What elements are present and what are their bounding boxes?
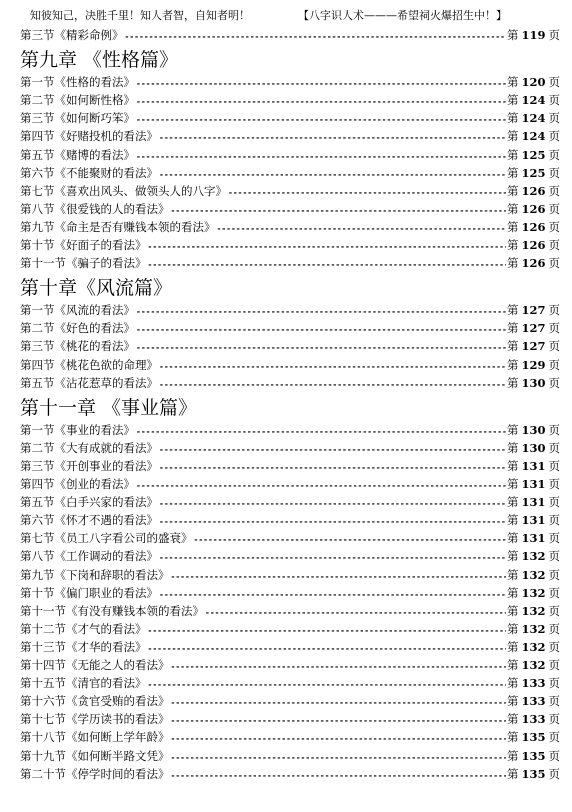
toc-page-ref	[507, 357, 560, 373]
page-number: 132	[521, 639, 546, 654]
toc-leader	[125, 27, 506, 43]
page-word: 第	[506, 567, 519, 582]
page-number: 125	[521, 165, 546, 180]
toc-entry[interactable]	[20, 357, 560, 373]
toc-entry-title: 第三节《开创事业的看法》	[20, 458, 158, 473]
toc-page-ref	[507, 338, 560, 354]
page-word: 第	[506, 639, 519, 654]
toc-entry[interactable]	[20, 201, 560, 217]
toc-leader	[148, 621, 506, 637]
page-word: 第	[506, 321, 519, 336]
page-suffix: 页	[548, 567, 560, 582]
page-word: 第	[506, 93, 519, 108]
toc-entry[interactable]	[20, 255, 560, 271]
page-number: 127	[521, 303, 546, 318]
page-word: 第	[506, 730, 519, 745]
toc-entry[interactable]	[20, 766, 560, 782]
toc-page-ref	[507, 621, 560, 637]
toc-leader	[159, 357, 506, 373]
toc-entry-title: 第十一节《有没有赚钱本领的看法》	[20, 603, 204, 618]
toc-entry[interactable]	[20, 639, 560, 655]
toc-entry-title: 第四节《好赌投机的看法》	[20, 129, 158, 144]
page-suffix: 页	[548, 549, 560, 564]
toc-page-ref	[507, 237, 560, 253]
page-number: 131	[521, 531, 546, 546]
toc-leader	[136, 338, 506, 354]
page-suffix: 页	[548, 238, 560, 252]
toc-entry-title: 第七节《喜欢出风头、做领头人的八字》	[20, 183, 227, 198]
page-word: 第	[506, 440, 519, 455]
page-word: 第	[506, 748, 519, 763]
toc-page-ref	[507, 748, 560, 764]
toc-entry-title: 第十六节《贪官受贿的看法》	[20, 694, 170, 709]
toc-entry[interactable]	[20, 92, 560, 108]
header-motto: 知彼知己，决胜千里！知人者智，自知者明！	[30, 9, 250, 22]
page-suffix: 页	[548, 422, 560, 437]
page-word: 第	[506, 531, 519, 546]
toc-entry[interactable]	[20, 128, 560, 144]
chapter-heading: 第十一章 《事业篇》	[20, 396, 198, 419]
page-number: 131	[521, 495, 546, 510]
toc-entry[interactable]	[20, 27, 560, 43]
toc-leader	[228, 183, 506, 199]
toc-leader	[171, 766, 506, 782]
toc-entry[interactable]	[20, 585, 560, 601]
toc-page-ref	[507, 729, 560, 745]
toc-page-ref	[507, 320, 560, 336]
toc-entry[interactable]	[20, 440, 560, 456]
page-word: 第	[506, 658, 519, 672]
toc-leader	[148, 639, 506, 655]
page-word: 第	[506, 28, 519, 42]
toc-entry-title: 第二节《好色的看法》	[20, 321, 135, 336]
page-suffix: 页	[548, 676, 560, 691]
toc-leader	[159, 585, 506, 601]
page-number: 130	[521, 440, 546, 455]
chapter-heading: 第十章《风流篇》	[20, 277, 173, 300]
page-word: 第	[506, 256, 519, 271]
toc-page-ref	[507, 711, 560, 727]
toc-entry[interactable]	[20, 375, 560, 391]
toc-leader	[159, 440, 506, 456]
page-word: 第	[506, 477, 519, 491]
toc-entry-title: 第十一节《骗子的看法》	[20, 256, 147, 271]
toc-entry[interactable]	[20, 147, 560, 163]
page-suffix: 页	[548, 603, 560, 618]
toc-leader	[171, 711, 506, 727]
toc-leader	[205, 603, 506, 619]
toc-entry[interactable]	[20, 530, 560, 546]
toc-page-ref	[507, 512, 560, 528]
page-word: 第	[506, 585, 519, 600]
page-number: 133	[521, 676, 546, 691]
toc-page-ref	[507, 585, 560, 601]
toc-entry-title: 第一节《风流的看法》	[20, 303, 135, 318]
toc-entry-title: 第六节《不能聚财的看法》	[20, 165, 158, 180]
page-word: 第	[506, 339, 519, 354]
toc-leader	[136, 92, 506, 108]
toc-page-ref	[507, 639, 560, 655]
page-word: 第	[506, 201, 519, 216]
toc-leader	[171, 201, 506, 217]
toc-entry[interactable]	[20, 183, 560, 199]
toc-entry[interactable]	[20, 567, 560, 583]
page-suffix: 页	[548, 201, 560, 216]
page-number: 124	[521, 111, 546, 126]
page-number: 126	[521, 238, 546, 252]
toc-page-ref	[507, 458, 560, 474]
toc-entry[interactable]	[20, 74, 560, 90]
page-word: 第	[506, 183, 519, 198]
toc-leader	[171, 567, 506, 583]
page-word: 第	[506, 303, 519, 318]
toc-page-ref	[507, 255, 560, 271]
toc-entry-title: 第十九节《如何断半路文凭》	[20, 748, 170, 763]
toc-leader	[136, 110, 506, 126]
toc-entry-title: 第十四节《无能之人的看法》	[20, 658, 170, 672]
toc-leader	[159, 458, 506, 474]
toc-entry-title: 第十节《好面子的看法》	[20, 238, 147, 252]
page-number: 133	[521, 712, 546, 727]
toc-entry[interactable]	[20, 476, 560, 492]
page-number: 132	[521, 658, 546, 672]
page-number: 127	[521, 321, 546, 336]
header-banner: 【八字识人术———希望祠火爆招生中！】	[298, 9, 507, 22]
page-suffix: 页	[548, 111, 560, 126]
page-suffix: 页	[548, 440, 560, 455]
page-number: 126	[521, 201, 546, 216]
toc-leader	[159, 512, 506, 528]
page-number: 132	[521, 585, 546, 600]
toc-leader	[148, 255, 506, 271]
page-suffix: 页	[548, 495, 560, 510]
toc-entry[interactable]	[20, 458, 560, 474]
toc-entry-title: 第三节《如何断巧笨》	[20, 111, 135, 126]
toc-entry-title: 第六节《怀才不遇的看法》	[20, 513, 158, 528]
page-suffix: 页	[548, 75, 560, 90]
page-suffix: 页	[548, 658, 560, 672]
page-suffix: 页	[548, 165, 560, 180]
toc-entry[interactable]	[20, 603, 560, 619]
page-suffix: 页	[548, 357, 560, 372]
toc-entry-title: 第九节《下岗和辞职的看法》	[20, 567, 170, 582]
toc-entry[interactable]	[20, 729, 560, 745]
toc-page-ref	[507, 422, 560, 438]
page-word: 第	[506, 238, 519, 252]
page-number: 126	[521, 183, 546, 198]
toc-entry[interactable]	[20, 422, 560, 438]
page-word: 第	[506, 129, 519, 144]
toc-leader	[194, 530, 506, 546]
page-suffix: 页	[548, 766, 560, 781]
toc-page-ref	[507, 440, 560, 456]
page-suffix: 页	[548, 147, 560, 162]
page-word: 第	[506, 422, 519, 437]
page-suffix: 页	[548, 621, 560, 636]
page-number: 132	[521, 549, 546, 564]
toc-page-ref	[507, 110, 560, 126]
toc-entry-title: 第二节《大有成就的看法》	[20, 440, 158, 455]
page-suffix: 页	[548, 712, 560, 727]
page-suffix: 页	[548, 531, 560, 546]
toc-entry[interactable]	[20, 338, 560, 354]
page-suffix: 页	[548, 585, 560, 600]
page-word: 第	[506, 712, 519, 727]
toc-entry[interactable]	[20, 494, 560, 510]
page-word: 第	[506, 111, 519, 126]
toc-page-ref	[507, 74, 560, 90]
page-number: 127	[521, 339, 546, 354]
toc-page-ref	[507, 219, 560, 235]
toc-entry-title: 第一节《性格的看法》	[20, 75, 135, 90]
page-word: 第	[506, 766, 519, 781]
toc-leader	[171, 657, 506, 673]
page-number: 130	[521, 375, 546, 390]
toc-leader	[136, 320, 506, 336]
toc-entry[interactable]	[20, 693, 560, 709]
toc-entry-title: 第一节《事业的看法》	[20, 422, 135, 437]
page-suffix: 页	[548, 256, 560, 271]
toc-entry-title: 第三节《精彩命例》	[20, 28, 124, 42]
page-number: 135	[521, 730, 546, 745]
page-word: 第	[506, 549, 519, 564]
page-suffix: 页	[548, 183, 560, 198]
page-suffix: 页	[548, 477, 560, 491]
toc-page-ref	[507, 657, 560, 673]
toc-entry-title: 第二节《如何断性格》	[20, 93, 135, 108]
page-suffix: 页	[548, 93, 560, 108]
toc-entry-title: 第五节《白手兴家的看法》	[20, 495, 158, 510]
page-number: 131	[521, 513, 546, 528]
toc-leader	[136, 476, 506, 492]
toc-leader	[171, 693, 506, 709]
toc-entry[interactable]	[20, 110, 560, 126]
toc-leader	[217, 219, 506, 235]
toc-page-ref	[507, 201, 560, 217]
page-number: 131	[521, 477, 546, 491]
toc-entry-title: 第十三节《才华的看法》	[20, 639, 147, 654]
page-suffix: 页	[548, 748, 560, 763]
page-header	[0, 8, 572, 24]
toc-entry-title: 第五节《沾花惹草的看法》	[20, 375, 158, 390]
toc-entry[interactable]	[20, 657, 560, 673]
toc-page-ref	[507, 494, 560, 510]
page-word: 第	[506, 495, 519, 510]
page-number: 125	[521, 147, 546, 162]
toc-entry-title: 第四节《创业的看法》	[20, 477, 135, 491]
page-suffix: 页	[548, 458, 560, 473]
toc-page-ref	[507, 567, 560, 583]
toc-entry-title: 第九节《命主是否有赚钱本领的看法》	[20, 219, 216, 234]
toc-page-ref	[507, 530, 560, 546]
page-number: 119	[521, 28, 546, 42]
page-suffix: 页	[548, 339, 560, 354]
toc-entry[interactable]	[20, 548, 560, 564]
toc-leader	[136, 74, 506, 90]
toc-entry-title: 第五节《赌博的看法》	[20, 147, 135, 162]
toc-page-ref	[507, 675, 560, 691]
toc-leader	[148, 237, 506, 253]
page-number: 132	[521, 603, 546, 618]
toc-page-ref	[507, 302, 560, 318]
toc-entry-title: 第十八节《如何断上学年龄》	[20, 730, 170, 745]
page-word: 第	[506, 375, 519, 390]
page-word: 第	[506, 458, 519, 473]
page-number: 130	[521, 422, 546, 437]
page-number: 131	[521, 458, 546, 473]
page-suffix: 页	[548, 321, 560, 336]
page-word: 第	[506, 219, 519, 234]
toc-leader	[136, 302, 506, 318]
page-word: 第	[506, 621, 519, 636]
page-number: 133	[521, 694, 546, 709]
page-number: 126	[521, 219, 546, 234]
toc-leader	[136, 147, 506, 163]
toc-leader	[159, 494, 506, 510]
page-word: 第	[506, 147, 519, 162]
toc-page-ref	[507, 603, 560, 619]
toc-entry[interactable]	[20, 165, 560, 181]
toc-page-ref	[507, 693, 560, 709]
toc-entry-title: 第十五节《清官的看法》	[20, 676, 147, 691]
page-number: 129	[521, 357, 546, 372]
page-number: 132	[521, 621, 546, 636]
page-suffix: 页	[548, 513, 560, 528]
toc-leader	[136, 422, 506, 438]
toc-page-ref	[507, 766, 560, 782]
page-number: 126	[521, 256, 546, 271]
toc-page-ref	[507, 147, 560, 163]
page-number: 124	[521, 129, 546, 144]
page-suffix: 页	[548, 730, 560, 745]
toc-page-ref	[507, 476, 560, 492]
page-number: 132	[521, 567, 546, 582]
page-suffix: 页	[548, 28, 560, 42]
chapter-heading: 第九章 《性格篇》	[20, 49, 179, 72]
toc-entry[interactable]	[20, 675, 560, 691]
toc-entry[interactable]	[20, 621, 560, 637]
toc-entry-title: 第十七节《学历读书的看法》	[20, 712, 170, 727]
page-number: 120	[521, 75, 546, 90]
page-suffix: 页	[548, 219, 560, 234]
toc-leader	[159, 128, 506, 144]
page-word: 第	[506, 676, 519, 691]
page-word: 第	[506, 603, 519, 618]
page-suffix: 页	[548, 129, 560, 144]
toc-entry-title: 第八节《很爱钱的人的看法》	[20, 201, 170, 216]
page-suffix: 页	[548, 303, 560, 318]
toc-leader	[159, 548, 506, 564]
page-word: 第	[506, 75, 519, 90]
page-word: 第	[506, 357, 519, 372]
toc-entry-title: 第十二节《才气的看法》	[20, 621, 147, 636]
page-suffix: 页	[548, 375, 560, 390]
page-word: 第	[506, 513, 519, 528]
toc-entry[interactable]	[20, 237, 560, 253]
toc-page-ref	[507, 375, 560, 391]
page-word: 第	[506, 694, 519, 709]
toc-entry[interactable]	[20, 302, 560, 318]
page-number: 135	[521, 766, 546, 781]
page-number: 135	[521, 748, 546, 763]
toc-page-ref	[507, 183, 560, 199]
toc-leader	[148, 675, 506, 691]
toc-leader	[159, 165, 506, 181]
toc-leader	[159, 375, 506, 391]
toc-page-ref	[507, 92, 560, 108]
toc-entry-title: 第七节《员工八字看公司的盛衰》	[20, 531, 193, 546]
toc-page-ref	[507, 548, 560, 564]
toc-entry[interactable]	[20, 512, 560, 528]
page-suffix: 页	[548, 694, 560, 709]
toc-page-ref	[507, 165, 560, 181]
toc-entry[interactable]	[20, 219, 560, 235]
page-number: 124	[521, 93, 546, 108]
toc-leader	[171, 748, 506, 764]
toc-entry-title: 第四节《桃花色欲的命理》	[20, 357, 158, 372]
toc-page-ref	[507, 128, 560, 144]
toc-leader	[171, 729, 506, 745]
page-suffix: 页	[548, 639, 560, 654]
toc-page-ref	[507, 27, 560, 43]
toc-entry-title: 第八节《工作调动的看法》	[20, 549, 158, 564]
toc-entry[interactable]	[20, 711, 560, 727]
toc-entry-title: 第三节《桃花的看法》	[20, 339, 135, 354]
page-word: 第	[506, 165, 519, 180]
toc-entry[interactable]	[20, 320, 560, 336]
toc-entry-title: 第十节《偏门职业的看法》	[20, 585, 158, 600]
toc-entry-title: 第二十节《停学时间的看法》	[20, 766, 170, 781]
toc-entry[interactable]	[20, 748, 560, 764]
